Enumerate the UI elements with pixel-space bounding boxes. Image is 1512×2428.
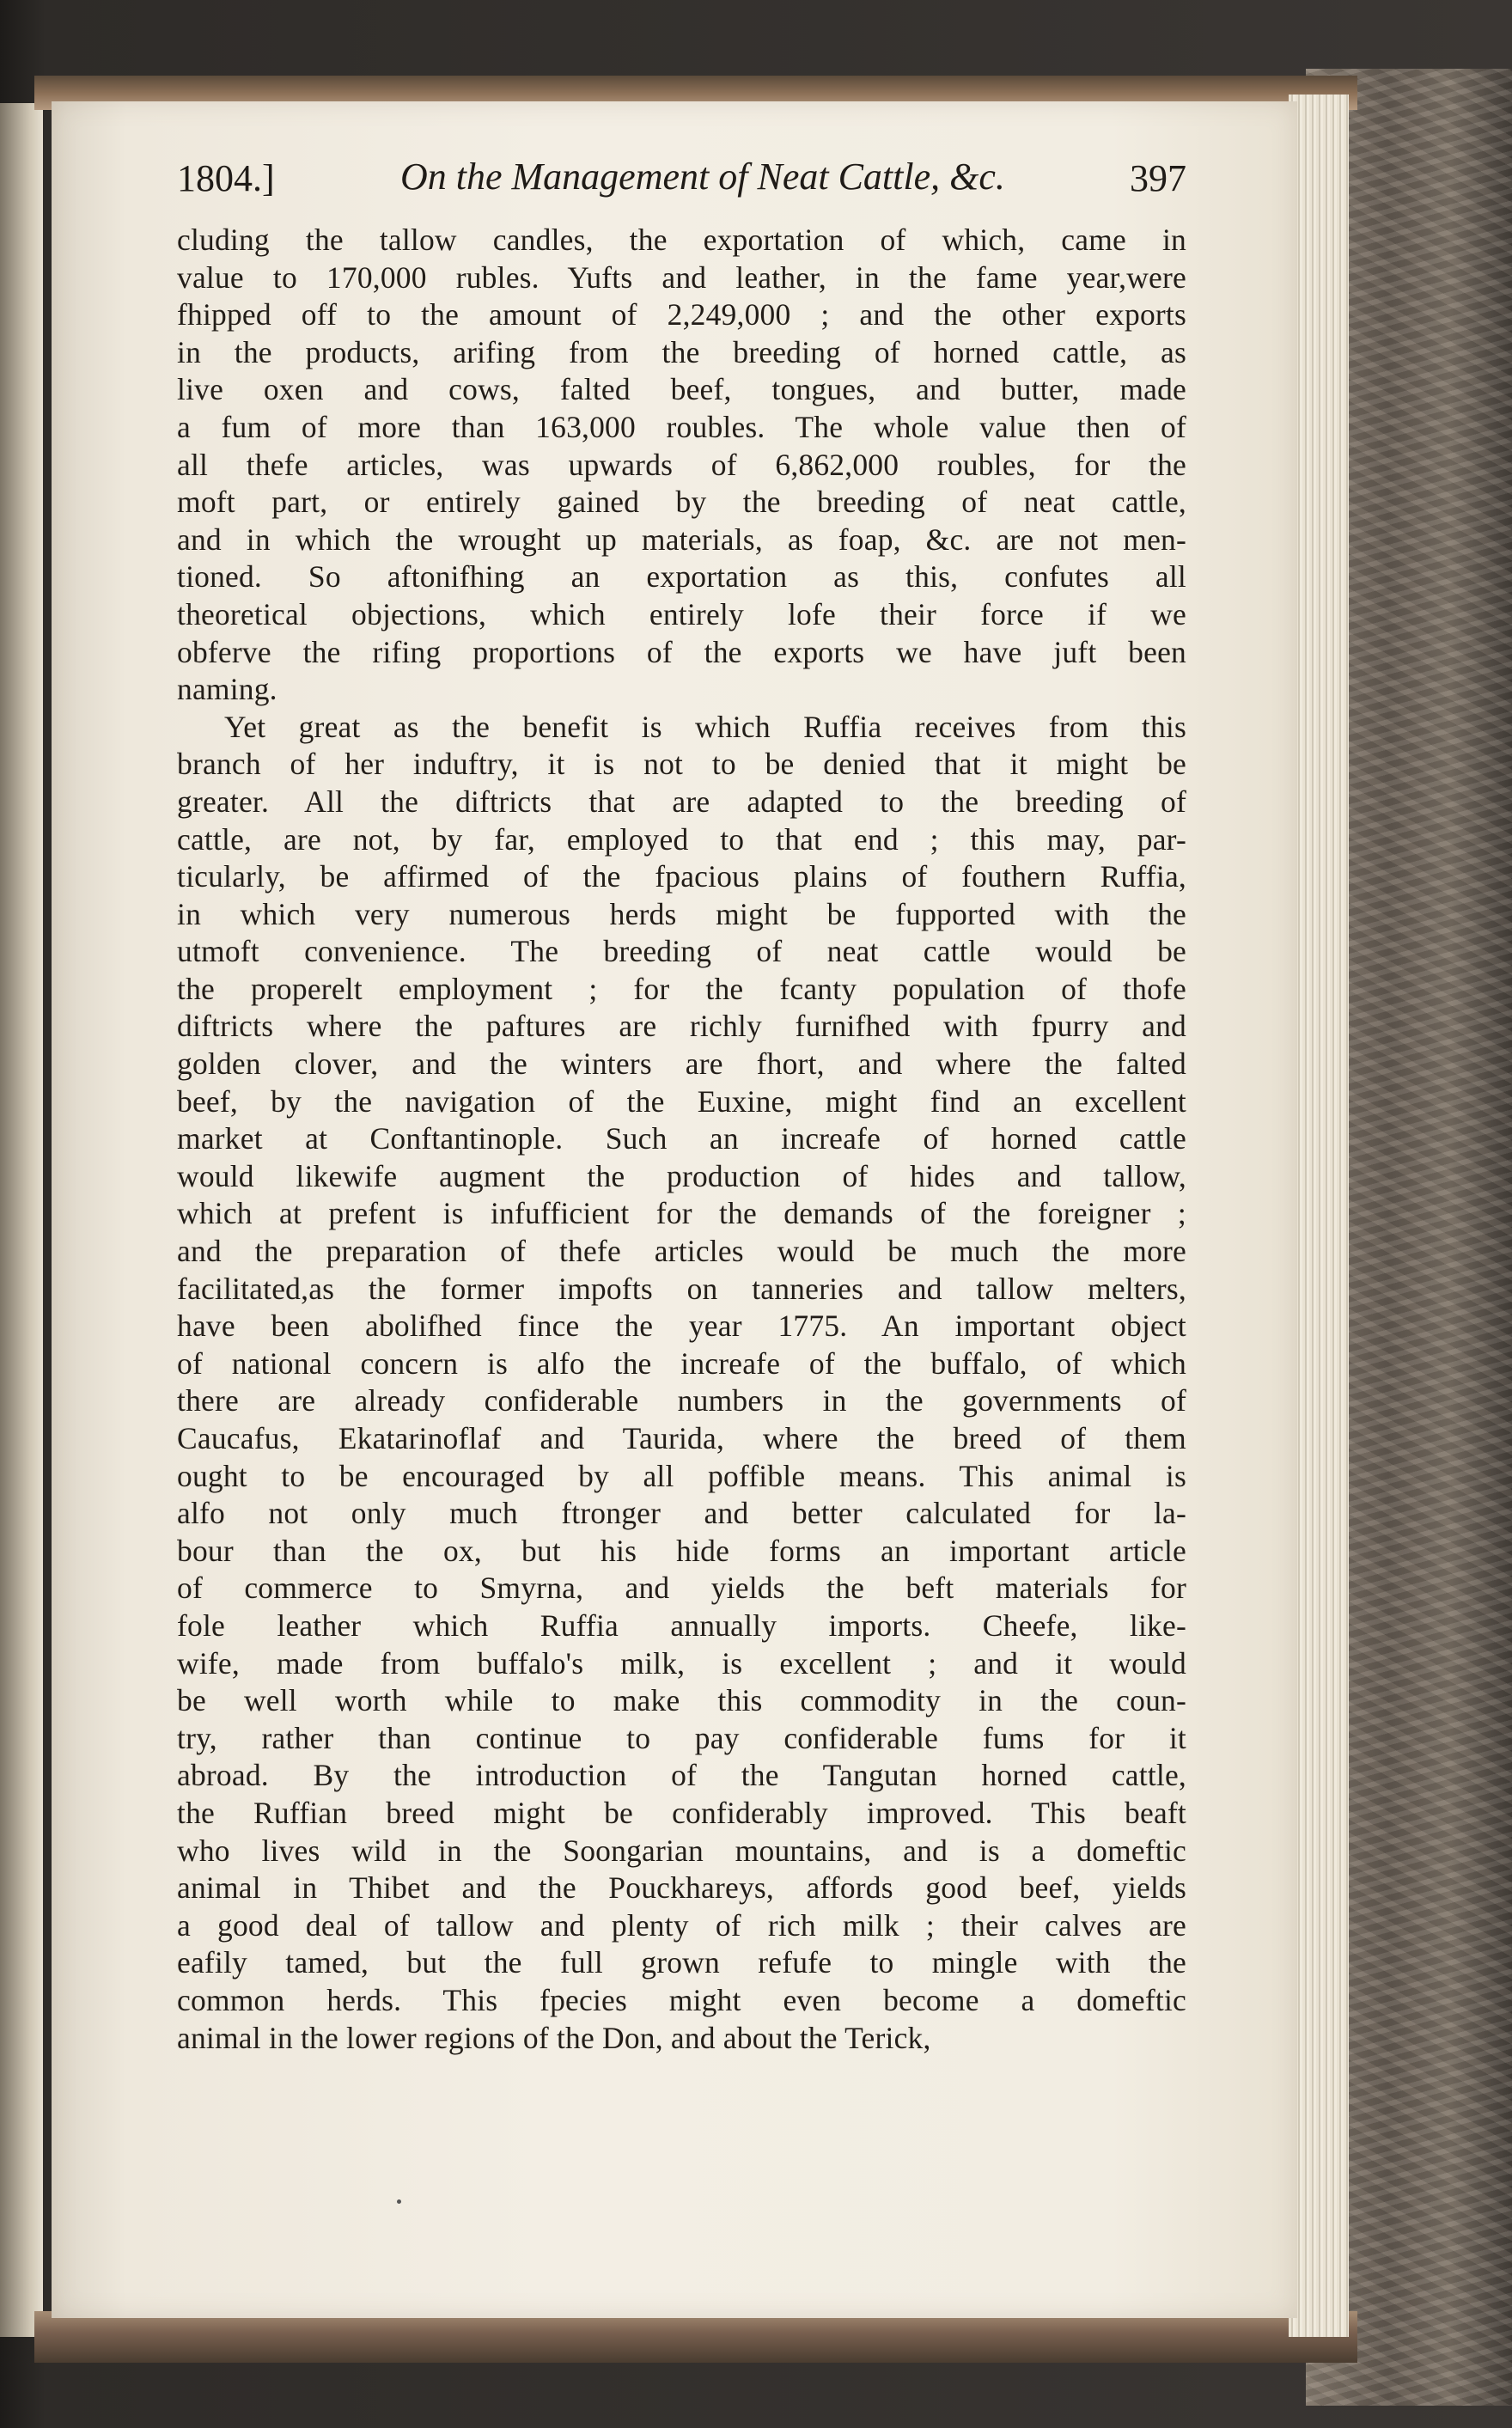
text-line: fole leather which Ruffia annually imports. Cheefe, like- bbox=[177, 1607, 1186, 1643]
text-line: utmoft convenience. The breeding of neat cattle would be bbox=[177, 934, 1186, 969]
text-line: bour than the ox, but his hide forms an important article bbox=[177, 1533, 1186, 1568]
text-line: cluding the tallow candles, the exportation of which, came in bbox=[177, 223, 1186, 257]
text-line: fhipped off to the amount of 2,249,000 ; and the other exports bbox=[177, 297, 1186, 332]
text-line: who lives wild in the Soongarian mountains, and is a domeftic bbox=[177, 1833, 1186, 1868]
page-number: 397 bbox=[1130, 157, 1186, 199]
text-line: be well worth while to make this commodity in the coun- bbox=[177, 1683, 1186, 1718]
text-line: the Ruffian breed might be confiderably improved. This beaft bbox=[177, 1795, 1186, 1830]
text-line: branch of her induftry, it is not to be denied that it might be bbox=[177, 747, 1186, 782]
text-line: theoretical objections, which entirely lofe their force if we bbox=[177, 596, 1186, 631]
page-edges-stack bbox=[1289, 95, 1349, 2337]
text-line: ticularly, be affirmed of the fpacious plains of fouthern Ruffia, bbox=[177, 859, 1186, 894]
running-head-title: On the Management of Neat Cattle, &c. bbox=[400, 156, 1005, 198]
running-head-year: 1804.] bbox=[177, 157, 275, 199]
text-line: live oxen and cows, falted beef, tongues, and butter, made bbox=[177, 372, 1186, 407]
text-line: of national concern is alfo the increafe of the buffalo, of which bbox=[177, 1345, 1186, 1381]
text-line: a fum of more than 163,000 roubles. The whole value then of bbox=[177, 409, 1186, 444]
text-line: wife, made from buffalo's milk, is excellent ; and it would bbox=[177, 1645, 1186, 1681]
text-line: abroad. By the introduction of the Tangutan horned cattle, bbox=[177, 1758, 1186, 1793]
text-line: a good deal of tallow and plenty of rich milk ; their calves are bbox=[177, 1907, 1186, 1943]
text-line: golden clover, and the winters are fhort, and where the falted bbox=[177, 1046, 1186, 1082]
text-line: diftricts where the paftures are richly furnifhed with fpurry and bbox=[177, 1009, 1186, 1044]
text-line: moft part, or entirely gained by the breeding of neat cattle, bbox=[177, 485, 1186, 520]
text-line: animal in Thibet and the Pouckhareys, affords good beef, yields bbox=[177, 1870, 1186, 1906]
text-line: alfo not only much ftronger and better calculated for la- bbox=[177, 1496, 1186, 1531]
text-line: market at Conftantinople. Such an increafe of horned cattle bbox=[177, 1121, 1186, 1156]
text-line: and the preparation of thefe articles would be much the more bbox=[177, 1234, 1186, 1269]
text-line: there are already confiderable numbers in the governments of bbox=[177, 1383, 1186, 1418]
text-line: and in which the wrought up materials, as foap, &c. are not men- bbox=[177, 522, 1186, 557]
text-line: of commerce to Smyrna, and yields the beft materials for bbox=[177, 1571, 1186, 1606]
text-line: common herds. This fpecies might even become a domeftic bbox=[177, 1982, 1186, 2017]
text-line: Caucafus, Ekatarinoflaf and Taurida, where the breed of them bbox=[177, 1421, 1186, 1455]
text-line: which at prefent is infufficient for the demands of the foreigner ; bbox=[177, 1196, 1186, 1231]
text-line: cattle, are not, by far, employed to that end ; this may, par- bbox=[177, 821, 1186, 857]
text-line: naming. bbox=[177, 672, 277, 707]
text-line: all thefe articles, was upwards of 6,862,000 roubles, for the bbox=[177, 447, 1186, 482]
text-line: tioned. So aftonifhing an exportation as this, confutes all bbox=[177, 559, 1186, 595]
text-line: ought to be encouraged by all poffible means. This animal is bbox=[177, 1458, 1186, 1493]
body-text bbox=[177, 222, 1186, 2057]
previous-page-edge bbox=[0, 103, 43, 2337]
text-line: Yet great as the benefit is which Ruffia receives from this bbox=[224, 709, 1186, 744]
text-line: eafily tamed, but the full grown refufe to mingle with the bbox=[177, 1945, 1186, 1980]
text-line: try, rather than continue to pay confiderable fums for it bbox=[177, 1720, 1186, 1755]
text-line: facilitated,as the former impofts on tanneries and tallow melters, bbox=[177, 1271, 1186, 1306]
text-line: obferve the rifing proportions of the exports we have juft been bbox=[177, 634, 1186, 669]
text-line: would likewife augment the production of hides and tallow, bbox=[177, 1158, 1186, 1193]
text-line: the properelt employment ; for the fcanty population of thofe bbox=[177, 971, 1186, 1006]
text-line: value to 170,000 rubles. Yufts and leather, in the fame year,were bbox=[177, 259, 1186, 295]
leather-binding-bottom bbox=[34, 2311, 1357, 2363]
text-line: have been abolifhed fince the year 1775. An important object bbox=[177, 1309, 1186, 1344]
text-line: animal in the lower regions of the Don, and about the Terick, bbox=[177, 2020, 931, 2055]
text-line: beef, by the navigation of the Euxine, might find an excellent bbox=[177, 1083, 1186, 1119]
text-line: in which very numerous herds might be fupported with the bbox=[177, 896, 1186, 931]
text-line: in the products, arifing from the breeding of horned cattle, as bbox=[177, 334, 1186, 369]
ink-speck bbox=[397, 2199, 401, 2204]
text-line: greater. All the diftricts that are adapted to the breeding of bbox=[177, 784, 1186, 819]
